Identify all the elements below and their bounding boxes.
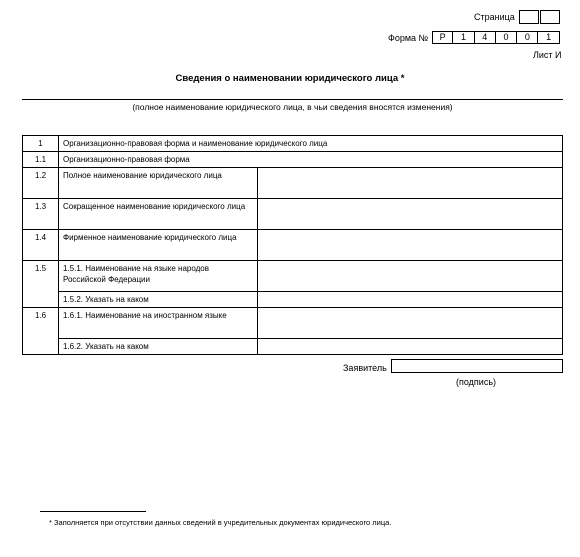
table-row: [23, 339, 563, 355]
brand-name-field[interactable]: [258, 230, 563, 261]
row-number: 1.2: [23, 168, 59, 199]
form-code-char: 0: [496, 31, 517, 44]
form-code-boxes: [432, 31, 560, 44]
row-label: 1.6.1. Наименование на иностранном языке: [59, 308, 258, 339]
entity-name-table: [22, 135, 563, 355]
full-name-field[interactable]: [258, 168, 563, 199]
row-label: Полное наименование юридического лица: [59, 168, 258, 199]
row-label: Организационно-правовая форма: [59, 152, 563, 168]
page-label: Страница: [474, 12, 515, 22]
form-code-char: Р: [432, 31, 453, 44]
table-row: [23, 136, 563, 152]
applicant-signature-field[interactable]: [391, 359, 563, 373]
entity-name-input-line[interactable]: [22, 99, 563, 100]
table-row: [23, 199, 563, 230]
row-label: Организационно-правовая форма и наименование юридического лица: [59, 136, 563, 152]
table-row: [23, 152, 563, 168]
row-number: 1.6: [23, 308, 59, 355]
section-title: Сведения о наименовании юридического лица *: [175, 73, 405, 84]
row-label: Фирменное наименование юридического лица: [59, 230, 258, 261]
signature-caption: (подпись): [456, 377, 497, 387]
form-code-char: 1: [538, 31, 559, 44]
form-code-char: 1: [453, 31, 474, 44]
table-row: [23, 308, 563, 339]
national-language-name-field[interactable]: [258, 261, 563, 292]
table-row: [23, 230, 563, 261]
foreign-language-field[interactable]: [258, 339, 563, 355]
table-row: [23, 168, 563, 199]
form-code-char: 4: [475, 31, 496, 44]
form-code-char: 0: [517, 31, 538, 44]
footnote-divider: [40, 511, 146, 512]
page-number-cell-1[interactable]: [519, 10, 539, 24]
sheet-label: Лист И: [533, 50, 562, 60]
footnote: * Заполняется при отсутствии данных сведений в учредительных документах юридического лица.: [49, 518, 392, 527]
entity-name-caption: (полное наименование юридического лица, в чьи сведения вносятся изменения): [132, 102, 453, 112]
row-sublabel: 1.6.2. Указать на каком: [59, 339, 258, 355]
row-number: 1: [23, 136, 59, 152]
row-number: 1.5: [23, 261, 59, 308]
row-label: 1.5.1. Наименование на языке народов Российской Федерации: [59, 261, 258, 292]
row-number: 1.3: [23, 199, 59, 230]
applicant-label: Заявитель: [343, 363, 387, 373]
row-label: Сокращенное наименование юридического лица: [59, 199, 258, 230]
short-name-field[interactable]: [258, 199, 563, 230]
row-number: 1.1: [23, 152, 59, 168]
national-language-field[interactable]: [258, 292, 563, 308]
page-number-cell-2[interactable]: [540, 10, 560, 24]
table-row: [23, 292, 563, 308]
table-row: [23, 261, 563, 292]
form-number-label: Форма №: [388, 33, 429, 43]
row-number: 1.4: [23, 230, 59, 261]
foreign-language-name-field[interactable]: [258, 308, 563, 339]
row-sublabel: 1.5.2. Указать на каком: [59, 292, 258, 308]
